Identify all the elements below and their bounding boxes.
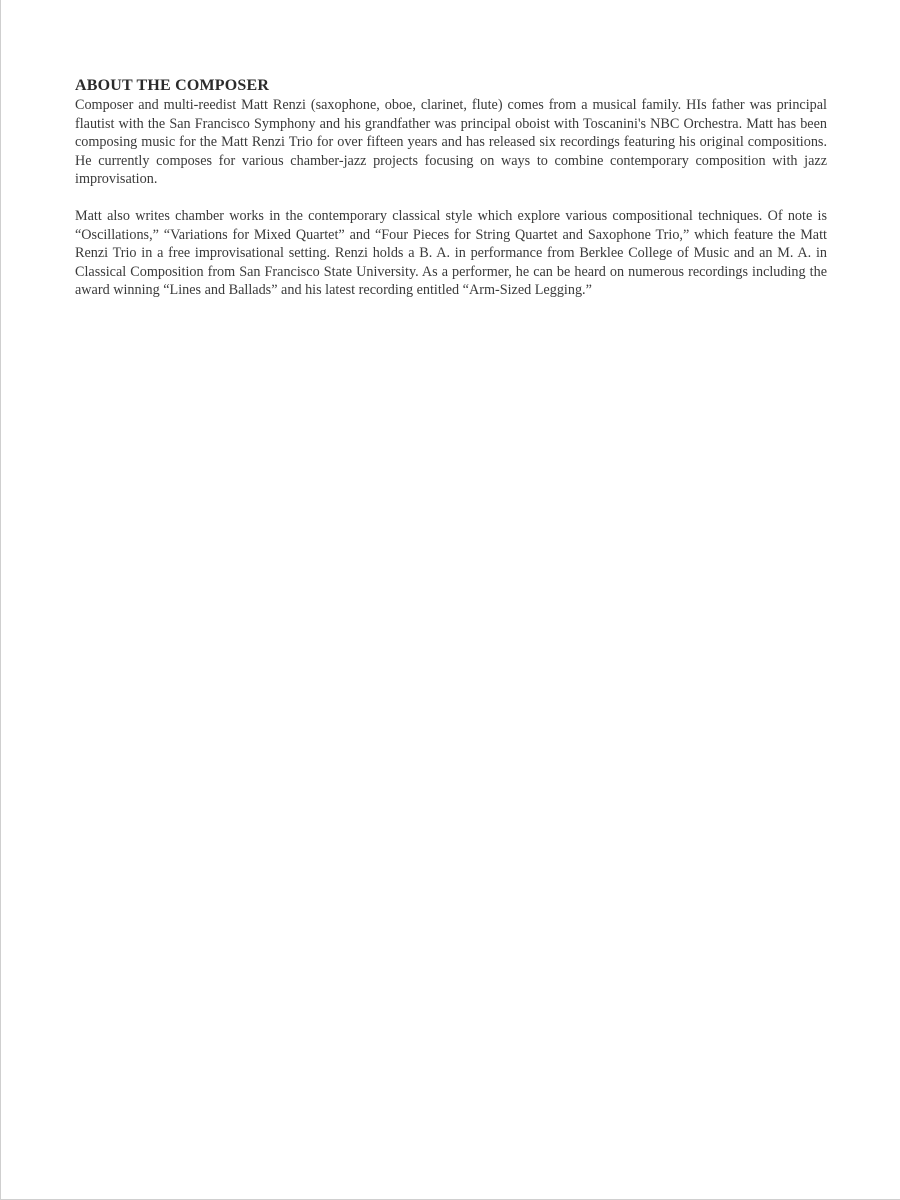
paragraph-biography: Composer and multi-reedist Matt Renzi (saxophone, oboe, clarinet, flute) comes from a musical family. HIs father was principal flautist with the San Francisco Symphony and his grandfather was principal oboist with Toscanini's NBC Orchestra. Matt has been composing music for the Matt Renzi Trio for over fifteen years and has released six recordings featuring his original compositions. He currently composes for various chamber-jazz projects focusing on ways to combine contemporary composition with jazz improvisation.: [75, 97, 827, 188]
section-heading: ABOUT THE COMPOSER: [75, 77, 270, 94]
paragraph-works: Matt also writes chamber works in the contemporary classical style which explore various compositional techniques. Of note is “Oscillations,” “Variations for Mixed Quartet” and “Four Pieces for String Quartet and Saxophone Trio,” which feature the Matt Renzi Trio in a free improvisational setting. Renzi holds a B. A. in performance from Berklee College of Music and an M. A. in Classical Composition from San Francisco State University. As a performer, he can be heard on numerous recordings including the award winning “Lines and Ballads” and his latest recording entitled “Arm-Sized Legging.”: [75, 207, 827, 299]
document-content: [75, 76, 827, 300]
